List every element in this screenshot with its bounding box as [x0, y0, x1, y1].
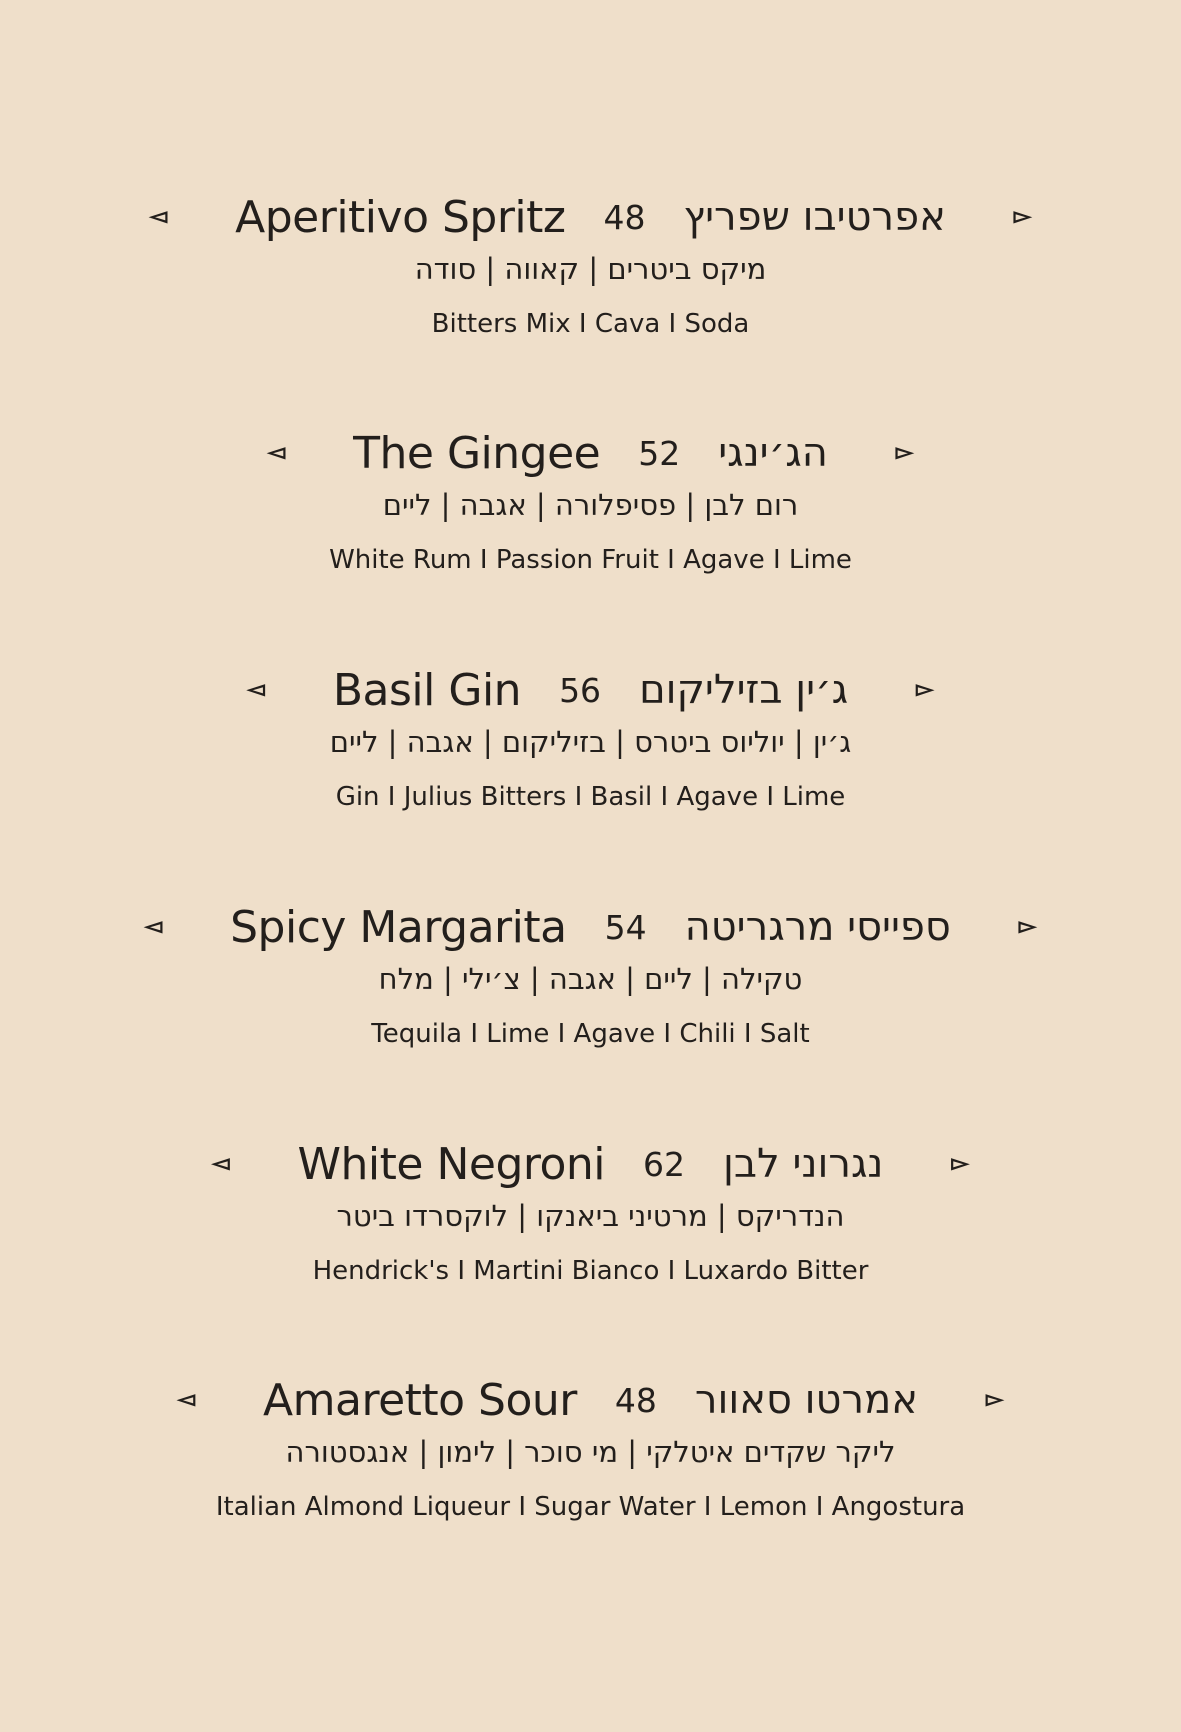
ingredients-hebrew: ליקר שקדים איטלקי | מי סוכר | לימון | אנגסטורה [285, 1435, 896, 1469]
left-arrow-icon: ◅ [212, 1151, 230, 1176]
menu-item-spicy-margarita [0, 897, 1181, 1137]
right-arrow-icon: ▻ [916, 677, 934, 702]
menu-item-basil-gin [0, 660, 1181, 900]
ingredients-hebrew: ג׳ין | יוליוס ביטרס | בזיליקום | אגבה | ליים [329, 725, 852, 759]
item-price: 62 [643, 1144, 686, 1184]
item-price: 52 [638, 433, 681, 473]
right-arrow-icon: ▻ [951, 1151, 969, 1176]
left-arrow-icon: ◅ [150, 204, 168, 229]
ingredients-english: Gin I Julius Bitters I Basil I Agave I Lime [335, 782, 846, 812]
right-arrow-icon: ▻ [895, 440, 913, 465]
ingredients-english: Hendrick's I Martini Bianco I Luxardo Bitter [312, 1256, 869, 1286]
ingredients-hebrew: מיקס ביטרים | קאווה | סודה [414, 252, 767, 286]
menu-item-aperitivo-spritz [0, 187, 1181, 427]
menu-item-title-row [0, 660, 1181, 720]
item-name-hebrew: אמרטו סאוור [694, 1377, 918, 1423]
item-price: 48 [603, 197, 646, 237]
item-name-english: Aperitivo Spritz [235, 191, 566, 243]
item-name-hebrew: הג׳ינגי [718, 430, 828, 476]
ingredients-hebrew: הנדריקס | מרטיני ביאנקו | לוקסרדו ביטר [336, 1199, 845, 1233]
ingredients-english: White Rum I Passion Fruit I Agave I Lime [329, 545, 852, 575]
item-name-english: The Gingee [353, 427, 601, 479]
right-arrow-icon: ▻ [1018, 914, 1036, 939]
ingredients-hebrew: רום לבן | פסיפלורה | אגבה | ליים [382, 488, 799, 522]
ingredients-english: Italian Almond Liqueur I Sugar Water I Lemon I Angostura [215, 1492, 966, 1522]
left-arrow-icon: ◅ [145, 914, 163, 939]
menu-item-amaretto-sour [0, 1370, 1181, 1610]
left-arrow-icon: ◅ [178, 1387, 196, 1412]
menu-item-title-row [0, 187, 1181, 247]
item-name-english: Amaretto Sour [263, 1374, 577, 1426]
item-name-hebrew: אפרטיבו שפריץ [683, 194, 946, 240]
item-name-english: Basil Gin [332, 664, 522, 716]
item-name-english: Spicy Margarita [230, 901, 567, 953]
item-name-english: White Negroni [297, 1138, 606, 1190]
item-name-hebrew: נגרוני לבן [723, 1141, 884, 1187]
menu-item-title-row [0, 1370, 1181, 1430]
right-arrow-icon: ▻ [1013, 204, 1031, 229]
item-price: 56 [559, 670, 602, 710]
item-name-hebrew: ספייסי מרגריטה [684, 904, 951, 950]
menu-item-title-row [0, 423, 1181, 483]
menu-item-title-row [0, 897, 1181, 957]
ingredients-hebrew: טקילה | ליים | אגבה | צ׳ילי | מלח [378, 962, 803, 996]
menu-item-the-gingee [0, 423, 1181, 663]
item-name-hebrew: ג׳ין בזיליקום [639, 667, 849, 713]
item-price: 48 [614, 1380, 657, 1420]
menu-item-title-row [0, 1134, 1181, 1194]
ingredients-english: Tequila I Lime I Agave I Chili I Salt [371, 1019, 810, 1049]
right-arrow-icon: ▻ [985, 1387, 1003, 1412]
item-price: 54 [604, 907, 647, 947]
left-arrow-icon: ◅ [268, 440, 286, 465]
menu-item-white-negroni [0, 1134, 1181, 1374]
left-arrow-icon: ◅ [247, 677, 265, 702]
ingredients-english: Bitters Mix I Cava I Soda [431, 309, 750, 339]
